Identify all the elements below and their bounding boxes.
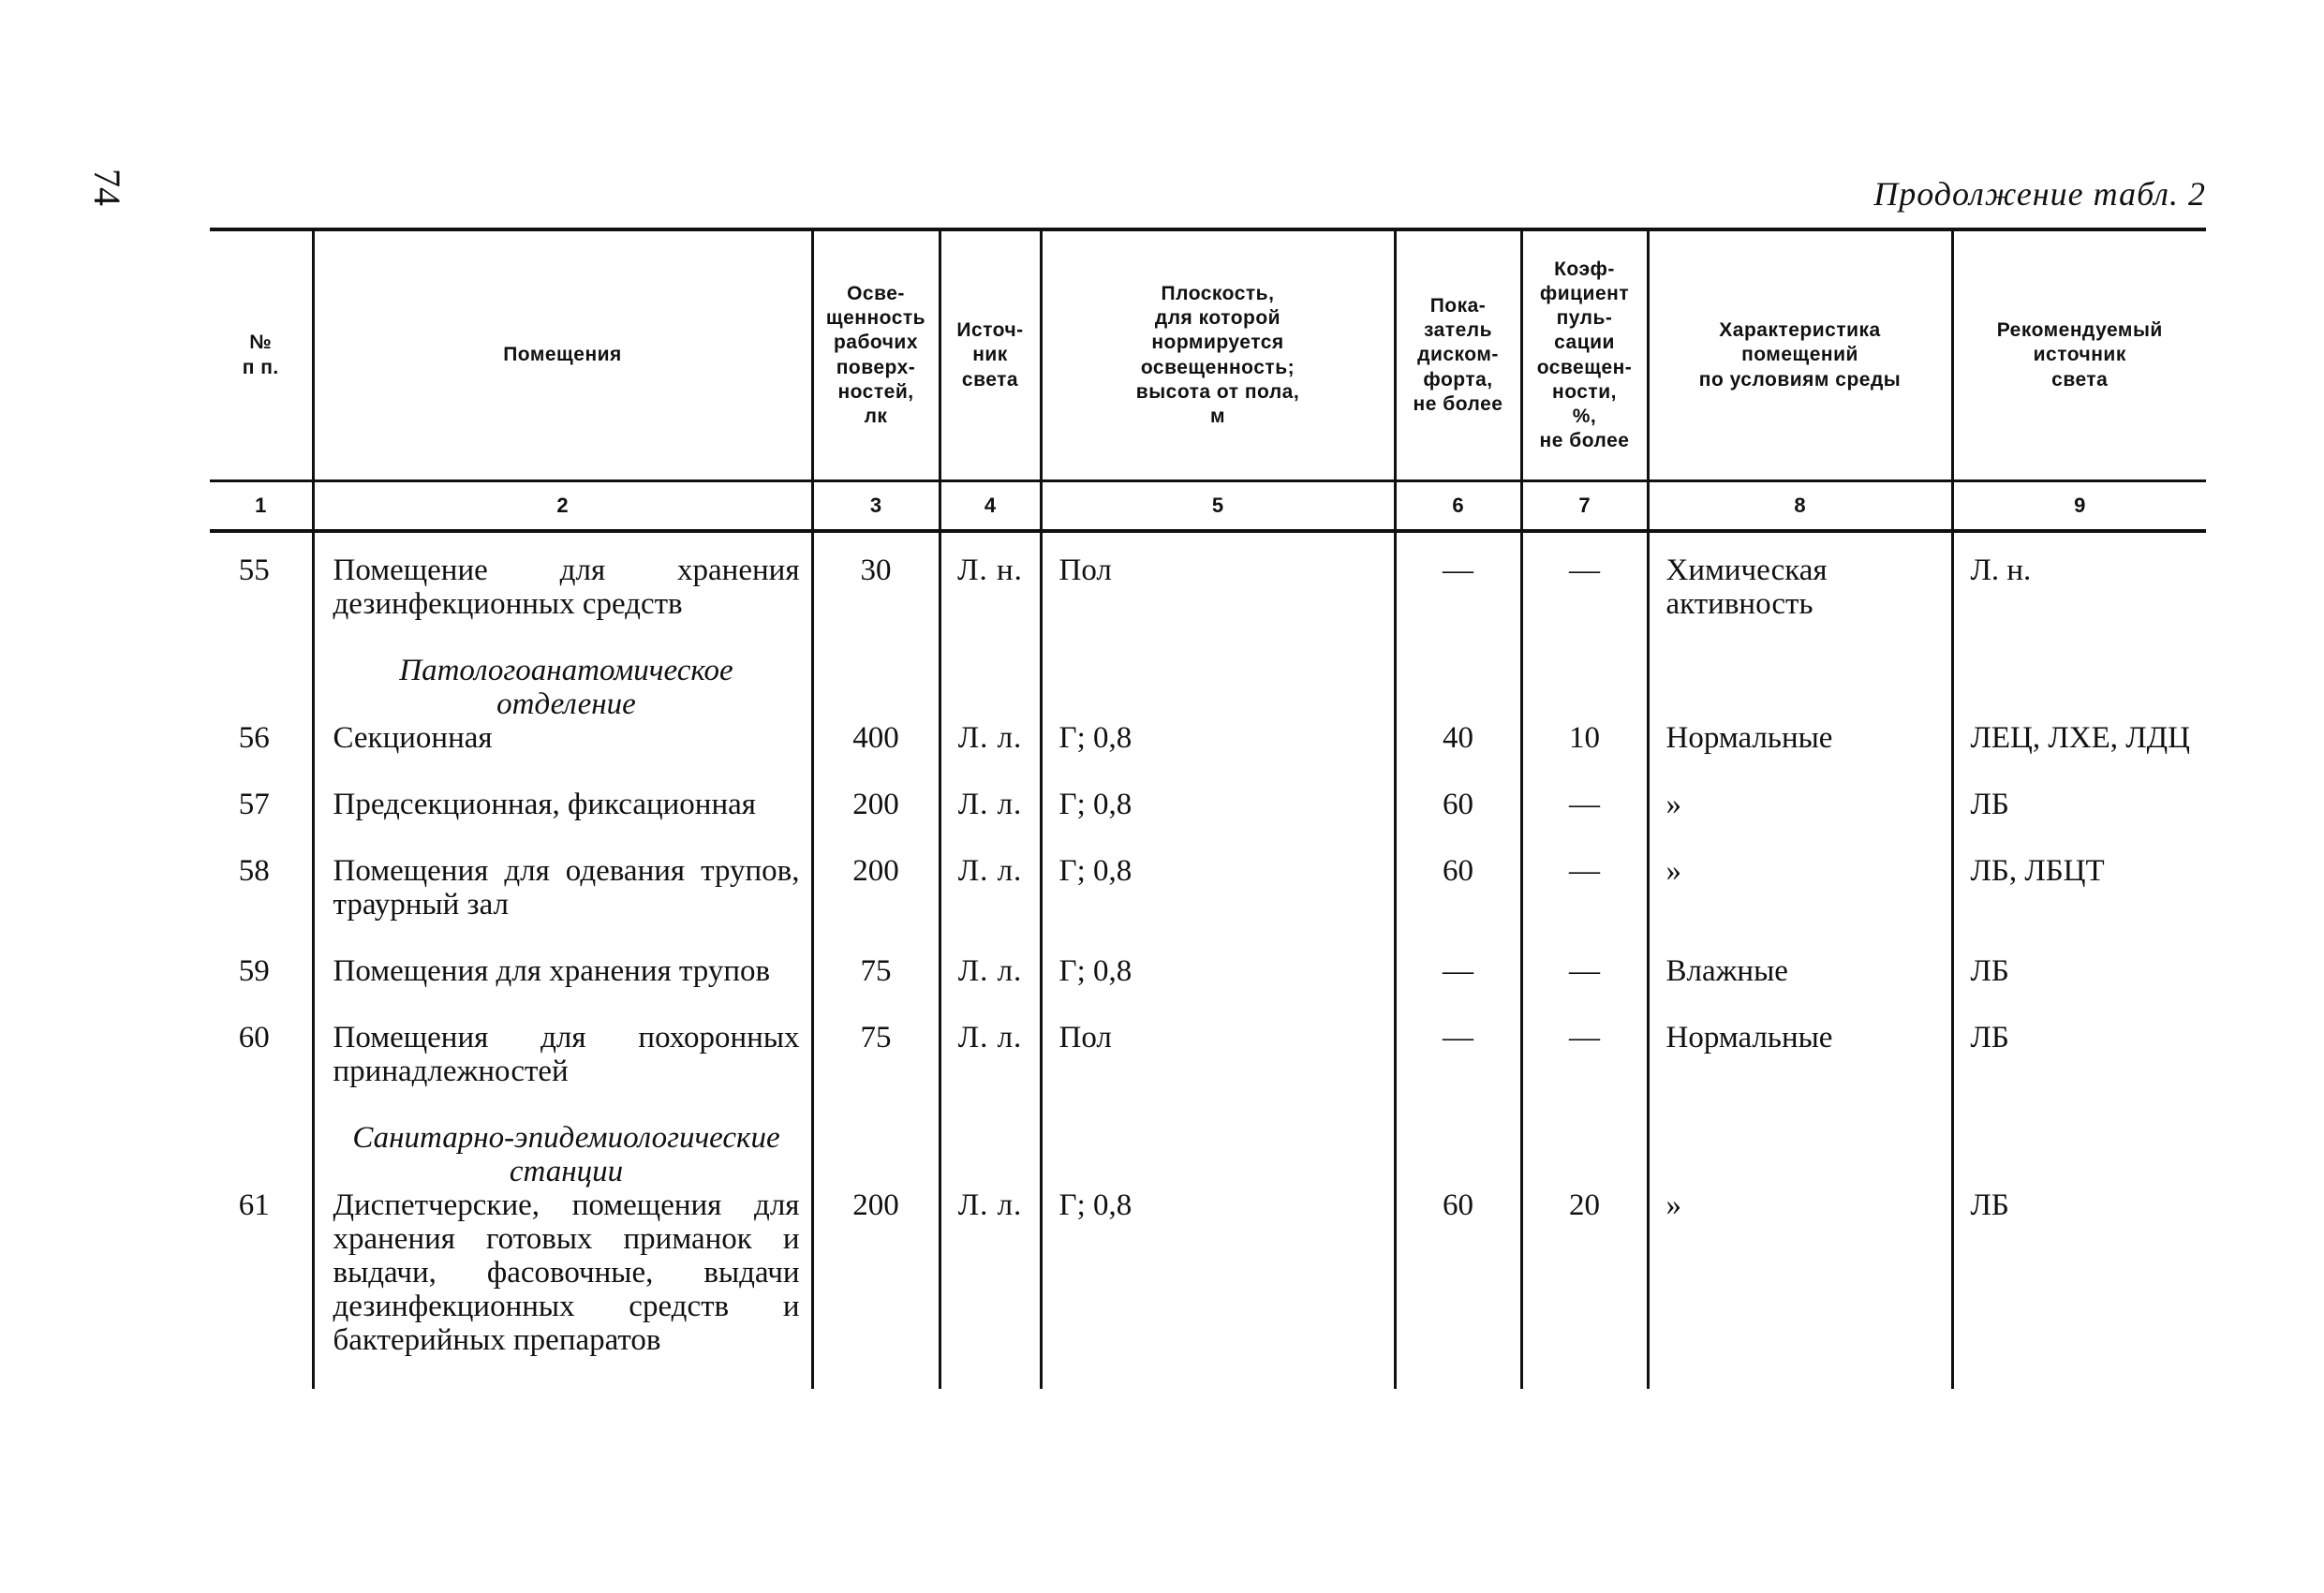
environment-type: » — [1665, 854, 1681, 888]
discomfort-index: 60 — [1443, 1188, 1473, 1222]
light-source: Л. л. — [957, 721, 1023, 755]
column-number: 7 — [1521, 481, 1648, 532]
plane-height: Г; 0,8 — [1058, 788, 1132, 821]
light-source: Л. л. — [957, 854, 1023, 888]
column-number: 4 — [940, 481, 1041, 532]
pulsation-coefficient: — — [1569, 954, 1600, 988]
room-name: Помещения для хранения трупов — [333, 954, 771, 988]
table-row — [210, 1021, 2206, 1121]
section-title: Санитарно-эпидемиологические станции — [313, 1121, 812, 1188]
recommended-source: ЛБ — [1970, 1021, 2009, 1055]
discomfort-index: 60 — [1443, 788, 1473, 821]
pulsation-coefficient: 20 — [1569, 1188, 1600, 1222]
discomfort-index: — — [1443, 954, 1473, 988]
header-plane: Плоскость, для которой нормируется освещенность; высота от пола, м — [1041, 229, 1395, 481]
column-number: 6 — [1395, 481, 1521, 532]
section-heading-row — [210, 654, 2206, 721]
column-number-row — [210, 481, 2206, 532]
recommended-source: ЛБ, ЛБЦТ — [1970, 854, 2105, 888]
room-name: Помещения для похоронных принадлежностей — [333, 1021, 800, 1088]
header-environment: Характеристика помещений по условиям среды — [1648, 229, 1952, 481]
lighting-norms-table — [210, 228, 2206, 1389]
page-number: 74 — [86, 169, 128, 206]
plane-height: Г; 0,8 — [1058, 1188, 1132, 1222]
table-row — [210, 954, 2206, 1021]
column-number: 8 — [1648, 481, 1952, 532]
environment-type: Нормальные — [1665, 1021, 1833, 1055]
illuminance-value: 75 — [860, 954, 892, 988]
column-number: 9 — [1952, 481, 2206, 532]
recommended-source: Л. н. — [1970, 553, 2032, 587]
pulsation-coefficient: 10 — [1569, 721, 1600, 755]
table-body — [210, 531, 2206, 1389]
light-source: Л. л. — [957, 788, 1023, 821]
plane-height: Пол — [1058, 1021, 1112, 1055]
row-number: 58 — [238, 854, 270, 888]
table-header-row — [210, 229, 2206, 481]
header-pulsation: Коэф- фициент пуль- сации освещен- ности, %, не более — [1521, 229, 1648, 481]
header-recommended-source: Рекомендуемый источник света — [1952, 229, 2206, 481]
section-title: Патологоанатомическое отделение — [313, 654, 812, 721]
row-number: 55 — [238, 553, 270, 587]
room-name: Предсекционная, фиксационная — [333, 788, 756, 821]
room-name: Секционная — [333, 721, 493, 755]
column-number: 3 — [812, 481, 940, 532]
row-number: 60 — [238, 1021, 270, 1055]
light-source: Л. л. — [957, 954, 1023, 988]
pulsation-coefficient: — — [1569, 553, 1600, 587]
pulsation-coefficient: — — [1569, 788, 1600, 821]
environment-type: Нормальные — [1665, 721, 1833, 755]
room-name: Диспетчерские, помещения для хранения готовых приманок и выдачи, фасовочные, выдачи дезинфекционных средств и бактерийных препаратов — [333, 1188, 800, 1357]
discomfort-index: — — [1443, 1021, 1473, 1055]
table-row — [210, 1188, 2206, 1357]
environment-type: Химическая активность — [1665, 553, 1828, 621]
environment-type: Влажные — [1665, 954, 1788, 988]
plane-height: Г; 0,8 — [1058, 954, 1132, 988]
recommended-source: ЛЕЦ, ЛХЕ, ЛДЦ — [1970, 721, 2190, 755]
table-row — [210, 553, 2206, 654]
illuminance-value: 30 — [860, 553, 892, 587]
environment-type: » — [1665, 1188, 1681, 1222]
header-light-source: Источ- ник света — [940, 229, 1041, 481]
pulsation-coefficient: — — [1569, 854, 1600, 888]
header-illuminance: Осве- щенность рабочих поверх- ностей, лк — [812, 229, 940, 481]
table-continuation-caption: Продолжение табл. 2 — [1873, 175, 2206, 213]
plane-height: Г; 0,8 — [1058, 854, 1132, 888]
header-discomfort: Пока- затель диском- форта, не более — [1395, 229, 1521, 481]
header-number: № п п. — [210, 229, 313, 481]
row-number: 59 — [238, 954, 270, 988]
illuminance-value: 75 — [860, 1021, 892, 1055]
row-number: 56 — [238, 721, 270, 755]
recommended-source: ЛБ — [1970, 788, 2009, 821]
environment-type: » — [1665, 788, 1681, 821]
recommended-source: ЛБ — [1970, 1188, 2009, 1222]
recommended-source: ЛБ — [1970, 954, 2009, 988]
illuminance-value: 200 — [852, 854, 899, 888]
table-row — [210, 854, 2206, 954]
column-number: 1 — [210, 481, 313, 532]
row-number: 61 — [238, 1188, 270, 1222]
table-row — [210, 788, 2206, 854]
pulsation-coefficient: — — [1569, 1021, 1600, 1055]
room-name: Помещение для хранения дезинфекционных средств — [333, 553, 800, 621]
plane-height: Г; 0,8 — [1058, 721, 1132, 755]
light-source: Л. н. — [957, 553, 1023, 587]
discomfort-index: 40 — [1443, 721, 1473, 755]
column-number: 2 — [313, 481, 812, 532]
light-source: Л. л. — [957, 1188, 1023, 1222]
room-name: Помещения для одевания трупов, траурный зал — [333, 854, 800, 922]
table-row — [210, 721, 2206, 788]
illuminance-value: 200 — [852, 1188, 899, 1222]
discomfort-index: — — [1443, 553, 1473, 587]
section-heading-row — [210, 1121, 2206, 1188]
illuminance-value: 400 — [852, 721, 899, 755]
header-rooms: Помещения — [313, 229, 812, 481]
row-number: 57 — [238, 788, 270, 821]
plane-height: Пол — [1058, 553, 1112, 587]
light-source: Л. л. — [957, 1021, 1023, 1055]
discomfort-index: 60 — [1443, 854, 1473, 888]
illuminance-value: 200 — [852, 788, 899, 821]
column-number: 5 — [1041, 481, 1395, 532]
